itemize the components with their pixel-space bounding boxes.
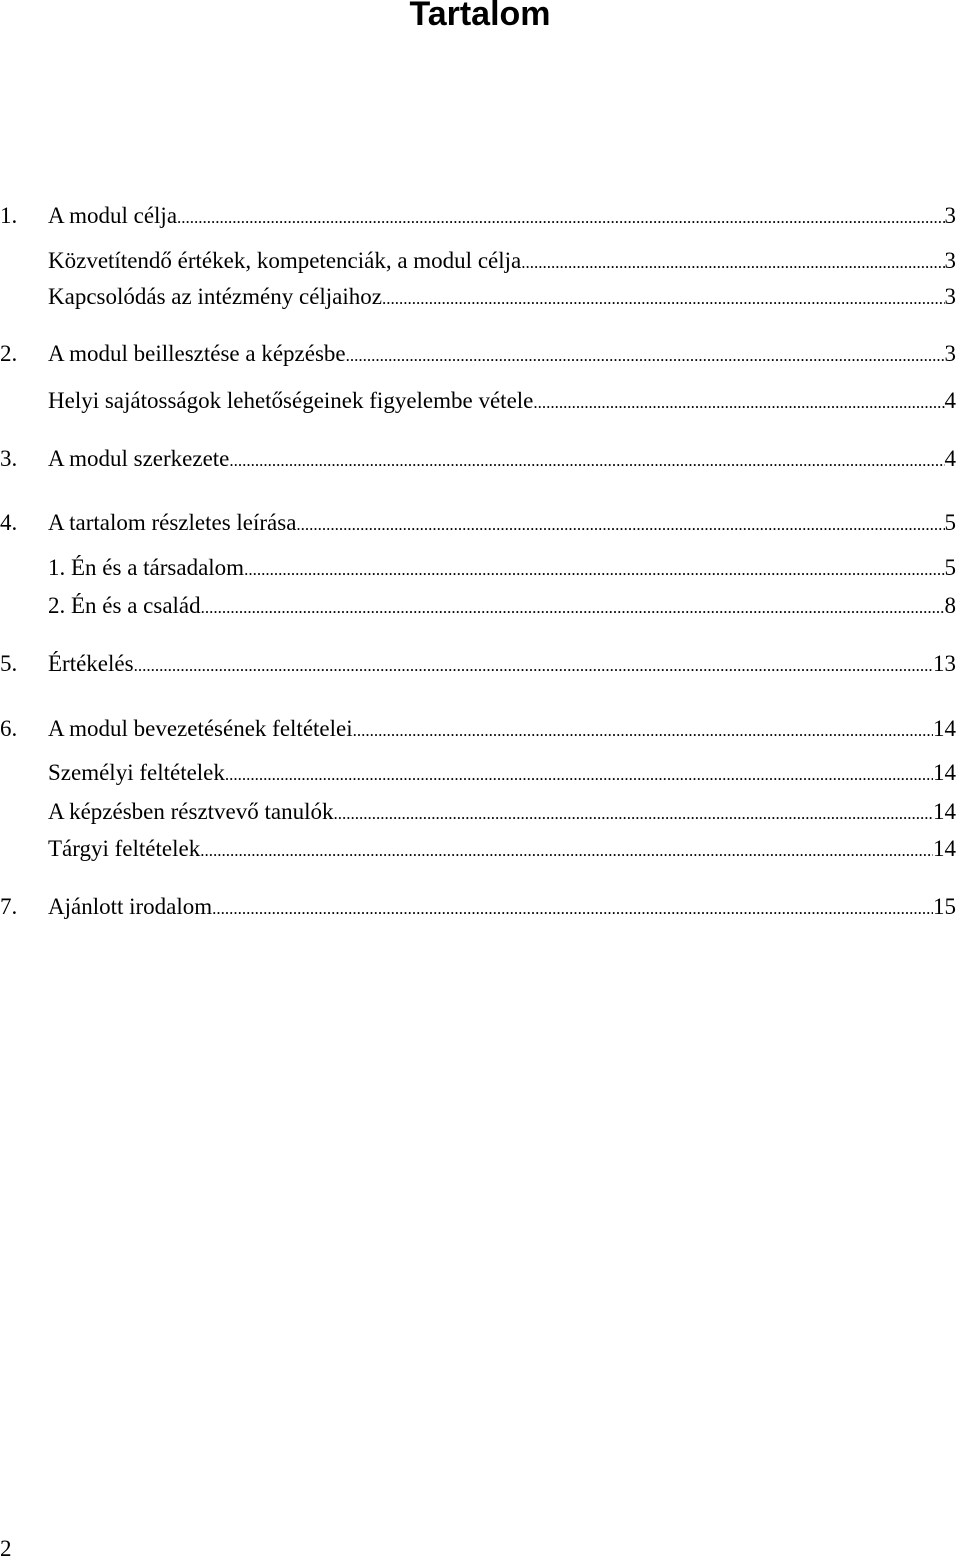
toc-entry-modul-bevezetesenek-feltetelei[interactable]	[0, 714, 956, 744]
toc-entry-ertekeles[interactable]	[0, 649, 956, 679]
toc-entry-label: A modul szerkezete	[48, 446, 230, 471]
toc-entry-szemelyi-feltetelek[interactable]	[0, 758, 956, 788]
toc-entry-label: A képzésben résztvevő tanulók	[48, 799, 334, 824]
toc-entry-label: 2. Én és a család	[48, 593, 201, 618]
toc-entry-page: 14	[933, 760, 956, 785]
toc-dot-leader	[382, 284, 945, 314]
toc-entry-page: 14	[933, 716, 956, 741]
toc-entry-label: A tartalom részletes leírása	[48, 510, 297, 535]
toc-entry-label: A modul beillesztése a képzésbe	[48, 341, 346, 366]
toc-dot-leader	[225, 760, 933, 790]
toc-entry-page: 4	[944, 388, 956, 413]
toc-entry-page: 15	[933, 894, 956, 919]
toc-entry-label: Személyi feltételek	[48, 760, 225, 785]
toc-entry-label: Közvetítendő értékek, kompetenciák, a modul célja	[48, 248, 522, 273]
toc-entry-modul-beillesztese[interactable]	[0, 339, 956, 369]
toc-dot-leader	[346, 341, 945, 371]
toc-entry-page: 3	[944, 284, 956, 309]
toc-entry-page: 3	[944, 341, 956, 366]
toc-entry-kozvetitendo-ertekek[interactable]	[0, 246, 956, 276]
toc-dot-leader	[296, 510, 944, 540]
toc-entry-targyi-feltetelek[interactable]	[0, 834, 956, 864]
toc-entry-page: 3	[944, 203, 956, 228]
toc-entry-label: Értékelés	[48, 651, 134, 676]
toc-entry-label: 1. Én és a társadalom	[48, 555, 245, 580]
toc-entry-ajanlott-irodalom[interactable]	[0, 892, 956, 922]
toc-entry-number: 4.	[0, 510, 18, 535]
toc-dot-leader	[200, 836, 933, 866]
toc-entry-page: 3	[944, 248, 956, 273]
toc-entry-number: 7.	[0, 894, 18, 919]
toc-entry-label: Ajánlott irodalom	[48, 894, 213, 919]
toc-dot-leader	[244, 555, 944, 585]
toc-entry-page: 8	[944, 593, 956, 618]
toc-entry-number: 2.	[0, 341, 18, 366]
toc-dot-leader	[334, 799, 934, 829]
toc-entry-en-es-a-csalad[interactable]	[0, 591, 956, 621]
toc-entry-label: A modul célja	[48, 203, 178, 228]
toc-dot-leader	[521, 248, 944, 278]
toc-entry-kapcsolodas[interactable]	[0, 282, 956, 312]
toc-entry-kepzesben-resztvevo-tanulok[interactable]	[0, 797, 956, 827]
toc-entry-page: 14	[933, 836, 956, 861]
toc-entry-en-es-a-tarsadalom[interactable]	[0, 553, 956, 583]
page-title: Tartalom	[409, 0, 551, 33]
toc-entry-number: 5.	[0, 651, 18, 676]
toc-dot-leader	[212, 894, 933, 924]
toc-entry-tartalom-reszletes-leirasa[interactable]	[0, 508, 956, 538]
toc-dot-leader	[533, 388, 944, 418]
toc-entry-number: 3.	[0, 446, 18, 471]
toc-entry-number: 1.	[0, 203, 18, 228]
toc-entry-label: A modul bevezetésének feltételei	[48, 716, 353, 741]
toc-entry-label: Tárgyi feltételek	[48, 836, 201, 861]
toc-entry-helyi-sajatossagok[interactable]	[0, 386, 956, 416]
toc-entry-page: 5	[944, 510, 956, 535]
toc-dot-leader	[353, 716, 933, 746]
toc-entry-page: 13	[933, 651, 956, 676]
toc-dot-leader	[177, 203, 944, 233]
toc-entry-label: Helyi sajátosságok lehetőségeinek figyelembe vétele	[48, 388, 534, 413]
toc-entry-label: Kapcsolódás az intézmény céljaihoz	[48, 284, 382, 309]
toc-entry-number: 6.	[0, 716, 18, 741]
toc-entry-modul-szerkezete[interactable]	[0, 444, 956, 474]
toc-entry-modul-celja[interactable]	[0, 201, 956, 231]
page-number: 2	[0, 1536, 12, 1561]
toc-entry-page: 14	[933, 799, 956, 824]
toc-dot-leader	[229, 446, 944, 476]
toc-dot-leader	[201, 593, 945, 623]
toc-entry-page: 5	[944, 555, 956, 580]
toc-dot-leader	[134, 651, 933, 681]
toc-entry-page: 4	[944, 446, 956, 471]
